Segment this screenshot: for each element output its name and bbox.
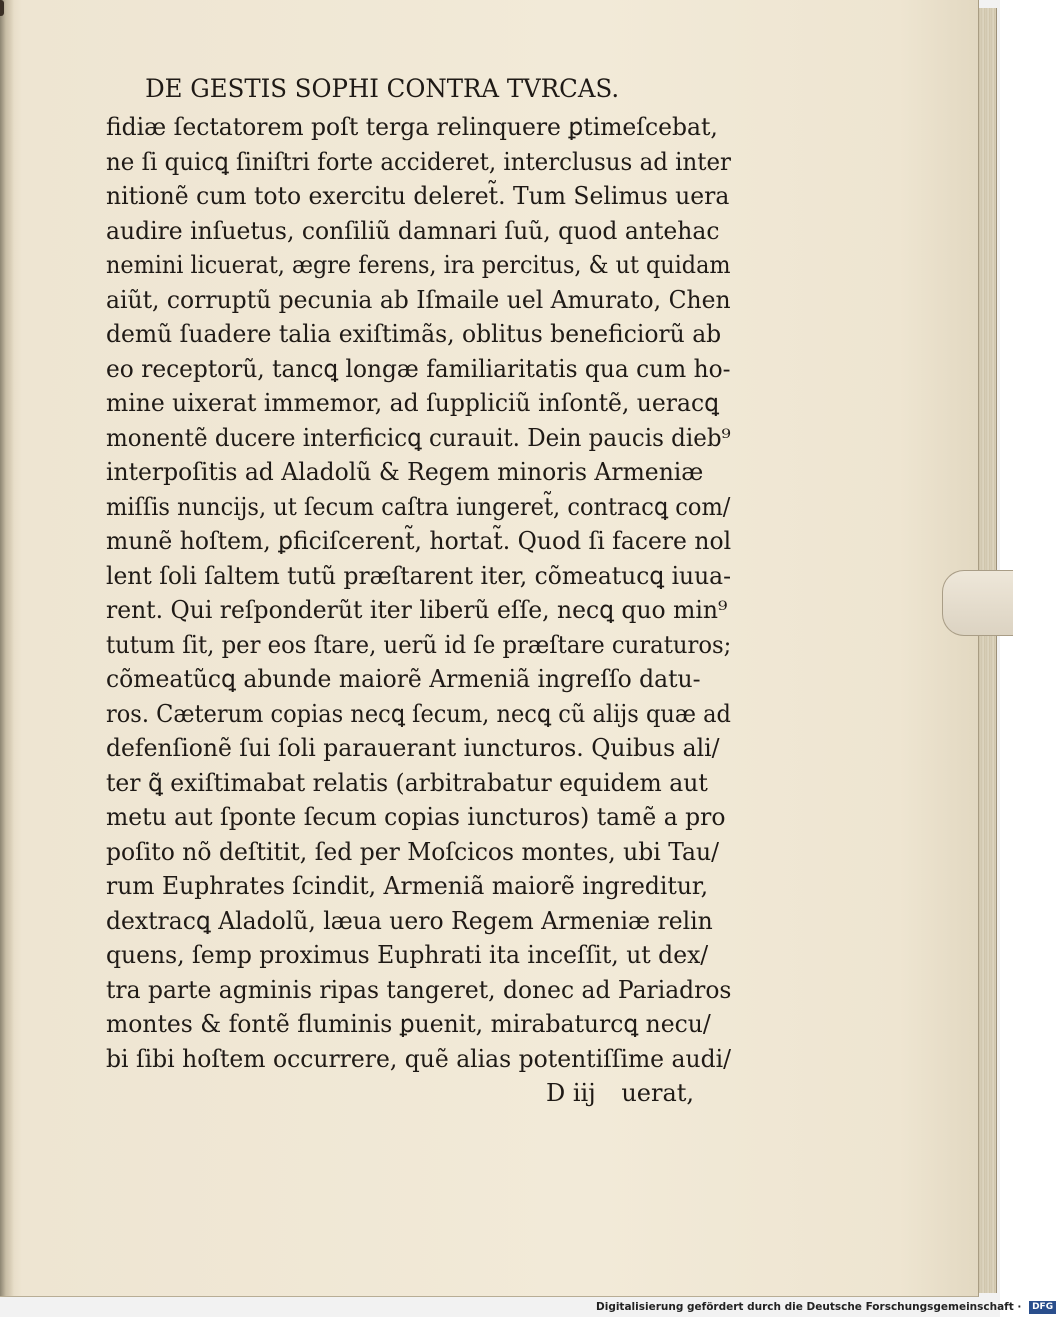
text-line: ter ꝗ̃ exiſtimabat relatis (arbitrabatur equidem aut (106, 768, 708, 797)
running-head: DE GESTIS SOPHI CONTRA TVRCAS. (145, 74, 620, 103)
bookmark-tab (942, 570, 1013, 636)
text-line: rent. Qui reſponderũt iter liberũ eſſe, necꝗ quo min⁹ (106, 596, 728, 624)
gutter-shadow (0, 0, 14, 1296)
text-block (106, 68, 746, 1110)
text-line: nitionẽ cum toto exercitu deleret̃. Tum Selimus uera (106, 182, 730, 210)
text-line: monentẽ ducere interficicꝗ curauit. Dein paucis dieb⁹ (106, 423, 731, 452)
text-line: tutum ſit, per eos ſtare, uerũ id ſe præſtare curaturos; (106, 630, 732, 659)
text-line: lent ſoli ſaltem tutũ præſtarent iter, cõmeatucꝗ iuua- (106, 561, 732, 590)
text-line: audire inſuetus, conſiliũ damnari ſuũ, quod antehac (106, 216, 720, 245)
text-line: montes & fontẽ fluminis ꝑuenit, mirabaturcꝗ necu/ (106, 1010, 711, 1038)
dfg-logo: DFG (1029, 1301, 1056, 1314)
text-line: interpoſitis ad Aladolũ & Regem minoris Armeniæ (106, 458, 704, 486)
text-line: demũ ſuadere talia exiſtimãs, oblitus beneficiorũ ab (106, 320, 722, 348)
text-line: dextracꝗ Aladolũ, læua uero Regem Armeniæ relin (106, 906, 713, 935)
text-line: tra parte agminis ripas tangeret, donec ad Pariadros (106, 975, 732, 1004)
text-line: rum Euphrates ſcindit, Armeniã maiorẽ ingreditur, (106, 872, 709, 900)
signature-mark: D iij (546, 1079, 596, 1107)
signature-line (106, 1076, 746, 1110)
text-line: aiũt, corruptũ pecunia ab Iſmaile uel Amurato, Chen (106, 285, 731, 314)
footer-credit: Digitalisierung gefördert durch die Deutsche Forschungsgemeinschaft (596, 1301, 1014, 1313)
binding-mark (0, 0, 4, 16)
text-line: metu aut ſponte ſecum copias iuncturos) tamẽ a pro (106, 803, 726, 831)
footer-separator: · (1017, 1301, 1022, 1313)
text-line: ros. Cæterum copias necꝗ ſecum, necꝗ cũ alijs quæ ad (106, 699, 731, 728)
text-line: cõmeatũcꝗ abunde maiorẽ Armeniã ingreſſo datu- (106, 665, 701, 693)
text-line: ne ſi quicꝗ ſiniſtri forte accideret, interclusus ad inter (106, 147, 731, 176)
text-line: munẽ hoſtem, ꝑficiſcerent̃, hortat̃. Quod ſi facere nol (106, 527, 732, 555)
text-line: quens, ſemp proximus Euphrati ita inceſſit, ut dex/ (106, 941, 709, 969)
text-line: eo receptorũ, tancꝗ longæ familiaritatis qua cum ho- (106, 354, 731, 383)
text-lines (106, 110, 746, 1076)
footer-credit-bar (596, 1299, 1056, 1315)
text-line: miſſis nuncijs, ut ſecum caſtra iungeret̃, contracꝗ com/ (106, 492, 731, 521)
text-line: fidiæ ſectatorem poſt terga relinquere ꝑtimeſcebat, (106, 113, 718, 141)
text-line: bi ſibi hoſtem occurrere, quẽ alias potentiſſime audi/ (106, 1044, 732, 1073)
text-line: nemini licuerat, ægre ferens, ira percitus, & ut quidam (106, 251, 731, 279)
text-line: poſito nõ deſtitit, ſed per Moſcicos montes, ubi Tau/ (106, 837, 720, 866)
text-line: defenſionẽ ſui ſoli parauerant iuncturos. Quibus ali/ (106, 734, 720, 762)
text-line: mine uixerat immemor, ad ſuppliciũ inſontẽ, ueracꝗ (106, 389, 719, 417)
catchword: uerat, (621, 1079, 695, 1107)
